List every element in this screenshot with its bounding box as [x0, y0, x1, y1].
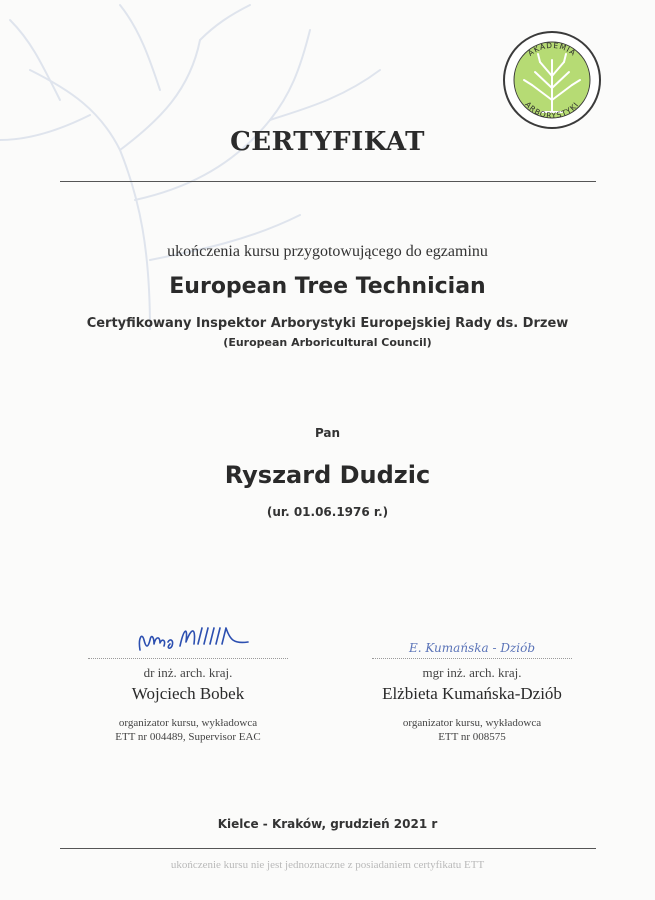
- handwritten-signature-right: [372, 618, 572, 658]
- recipient-name: Ryszard Dudzic: [224, 461, 431, 489]
- bottom-divider: [60, 848, 596, 849]
- logo-bottom-text: ARBORYSTYKI: [523, 99, 581, 121]
- signature-right-text: E. Kumańska - Dziób: [408, 641, 536, 655]
- signature-line-left: [88, 658, 288, 659]
- signatory-right-name: Elżbieta Kumańska-Dziób: [382, 684, 562, 703]
- signatory-left-role: [68, 716, 308, 744]
- signatory-right-role-line2: ETT nr 008575: [438, 731, 506, 743]
- place-and-date: Kielce - Kraków, grudzień 2021 r: [217, 817, 438, 831]
- salutation: Pan: [314, 426, 341, 440]
- signature-block-right: [352, 618, 592, 744]
- footer-note: ukończenie kursu nie jest jednoznaczne z posiadaniem certyfikatu ETT: [170, 859, 485, 871]
- council-line: (European Arboricultural Council): [223, 336, 432, 349]
- inspector-line: Certyfikowany Inspektor Arborystyki Europejskiej Rady ds. Drzew: [86, 316, 569, 331]
- birth-date: (ur. 01.06.1976 r.): [266, 505, 389, 519]
- signature-block-left: [68, 618, 308, 744]
- signatory-left-role-line2: ETT nr 004489, Supervisor EAC: [115, 731, 261, 743]
- certificate-subtitle: ukończenia kursu przygotowującego do egzaminu: [167, 243, 488, 260]
- signatory-right-title: mgr inż. arch. kraj.: [422, 665, 522, 680]
- logo-top-text: AKADEMIA: [526, 40, 578, 58]
- certificate-title: CERTYFIKAT: [230, 127, 425, 157]
- signatory-left-role-line1: organizator kursu, wykładowca: [118, 717, 258, 729]
- akademia-arborystyki-logo: [502, 30, 602, 130]
- signatory-left-name: Wojciech Bobek: [131, 684, 245, 703]
- signatory-left-title: dr inż. arch. kraj.: [143, 665, 233, 680]
- top-divider: [60, 181, 596, 182]
- course-name: European Tree Technician: [169, 274, 486, 299]
- signature-line-right: [372, 658, 572, 659]
- signatory-right-role-line1: organizator kursu, wykładowca: [402, 717, 542, 729]
- handwritten-signature-left: [88, 618, 288, 658]
- signatory-right-role: [352, 716, 592, 744]
